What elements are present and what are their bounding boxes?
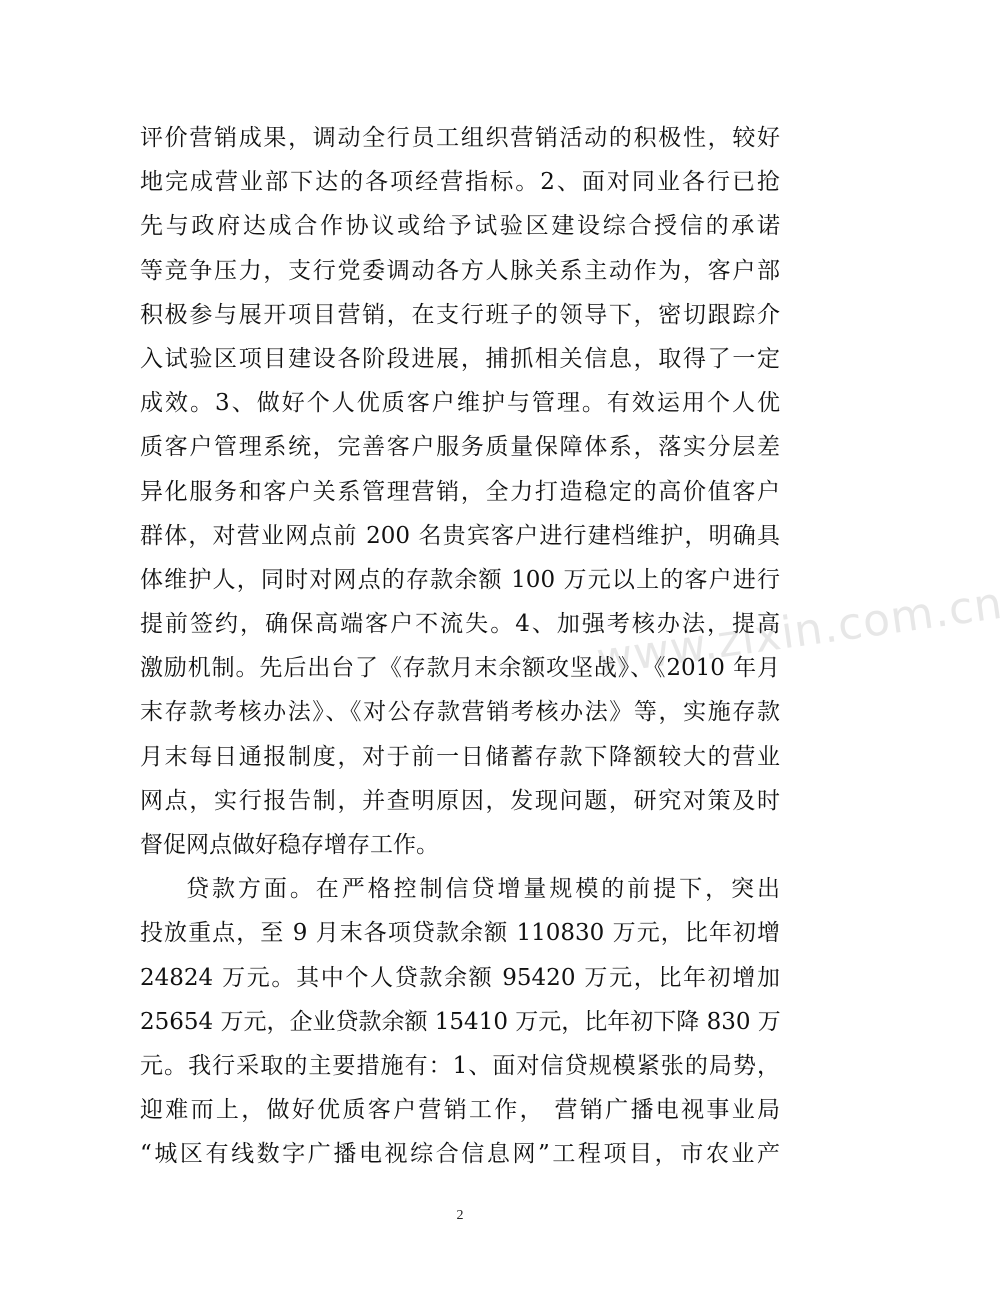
paragraph-end-line: 督促网点做好稳存增存工作。 (140, 832, 439, 858)
text-line: 25654 万元，企业贷款余额 15410 万元，比年初下降 830 万 (140, 1008, 781, 1035)
paragraph-start-line: 贷款方面。在严格控制信贷增量规模的前提下，突出 (186, 876, 780, 903)
text-line: 积极参与展开项目营销，在支行班子的领导下，密切跟踪介 (140, 301, 780, 328)
text-line: 成效。3、做好个人优质客户维护与管理。有效运用个人优 (140, 390, 780, 417)
text-line: 等竞争压力，支行党委调动各方人脉关系主动作为，客户部 (140, 257, 780, 284)
watermark: www.zixin.com.cn (593, 577, 1006, 686)
page-number: 2 (456, 1208, 464, 1223)
text-line: 群体，对营业网点前 200 名贵宾客户进行建档维护，明确具 (140, 522, 780, 549)
text-line: 异化服务和客户关系管理营销，全力打造稳定的高价值客户 (140, 478, 780, 505)
text-line: 评价营销成果，调动全行员工组织营销活动的积极性，较好 (140, 125, 780, 151)
text-line: 月末每日通报制度，对于前一日储蓄存款下降额较大的营业 (140, 743, 780, 770)
text-line: “城区有线数字广播电视综合信息网”工程项目，市农业产 (140, 1141, 780, 1168)
text-line: 末存款考核办法》、《对公存款营销考核办法》等，实施存款 (140, 699, 780, 726)
text-line: 质客户管理系统，完善客户服务质量保障体系，落实分层差 (140, 434, 780, 461)
text-line: 体维护人，同时对网点的存款余额 100 万元以上的客户进行 (140, 566, 780, 593)
text-line: 激励机制。先后出台了《存款月末余额攻坚战》、《2010 年月 (140, 655, 780, 682)
text-line: 先与政府达成合作协议或给予试验区建设综合授信的承诺 (140, 213, 780, 240)
text-line: 元。我行采取的主要措施有：1、面对信贷规模紧张的局势， (140, 1052, 780, 1079)
text-line: 网点，实行报告制，并查明原因，发现问题，研究对策及时 (140, 787, 780, 814)
text-line: 24824 万元。其中个人贷款余额 95420 万元，比年初增加 (140, 964, 780, 991)
text-line: 投放重点，至 9 月末各项贷款余额 110830 万元，比年初增 (140, 920, 780, 947)
text-line: 地完成营业部下达的各项经营指标。2、面对同业各行已抢 (140, 169, 780, 196)
text-line: 入试验区项目建设各阶段进展，捕抓相关信息，取得了一定 (140, 345, 780, 372)
text-line: 迎难而上，做好优质客户营销工作， 营销广播电视事业局 (140, 1097, 780, 1124)
text-line: 提前签约，确保高端客户不流失。4、加强考核办法，提高 (140, 611, 780, 638)
